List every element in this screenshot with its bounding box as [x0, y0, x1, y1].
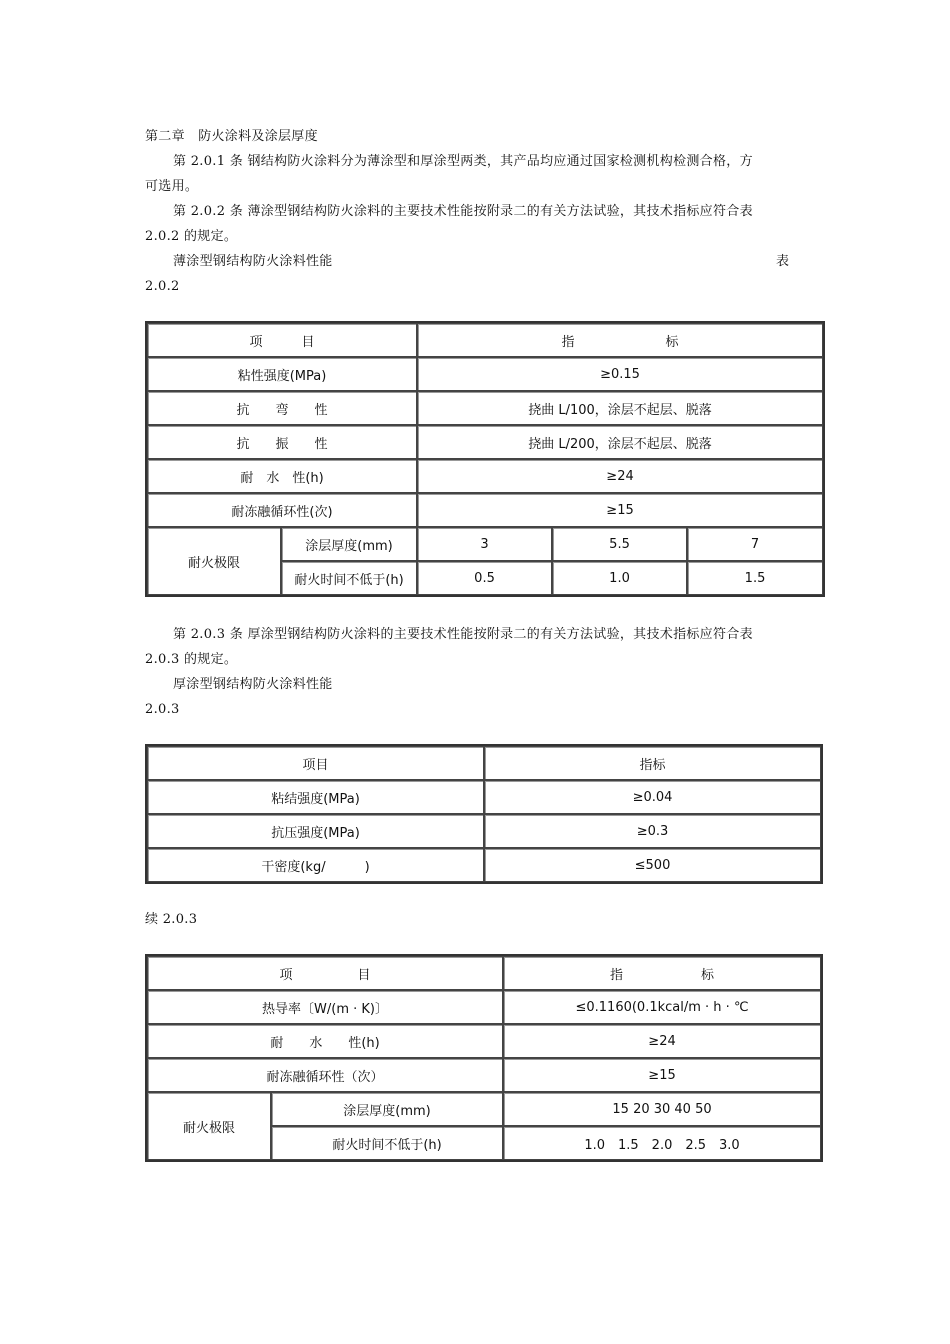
table-row [147, 848, 821, 882]
table-row [147, 493, 823, 527]
row-label: 耐冻融循环性(次) [147, 493, 417, 527]
row-label: 抗 弯 性 [147, 391, 417, 425]
row-value: 5.5 [552, 527, 687, 561]
row-label: 耐火时间不低于(h) [271, 1126, 503, 1160]
table2-caption: 厚涂型钢结构防火涂料性能 [173, 677, 333, 692]
article-203-line2: 2.0.3 的规定。 [145, 652, 238, 667]
row-value: ≥24 [417, 459, 823, 493]
header-spec: 指标 [484, 746, 821, 780]
row-value: 7 [687, 527, 823, 561]
row-value: ≥0.04 [484, 780, 821, 814]
table-row [147, 780, 821, 814]
chapter-title: 第二章 防火涂料及涂层厚度 [145, 129, 318, 144]
row-value: 0.5 [417, 561, 552, 595]
row-value: 1.0 1.5 2.0 2.5 3.0 [503, 1126, 821, 1160]
row-value: 1.0 [552, 561, 687, 595]
table2-number: 2.0.3 [145, 702, 180, 717]
table-row [147, 357, 823, 391]
header-spec: 指 标 [503, 956, 821, 990]
row-label: 耐冻融循环性（次） [147, 1058, 503, 1092]
row-label: 耐 水 性(h) [147, 459, 417, 493]
row-label: 耐 水 性(h) [147, 1024, 503, 1058]
row-label: 耐火时间不低于(h) [281, 561, 417, 595]
fire-limit-group: 耐火极限 [147, 1092, 271, 1160]
table-2-0-2 [145, 321, 825, 597]
header-item: 项 目 [147, 956, 503, 990]
row-label: 抗压强度(MPa) [147, 814, 484, 848]
row-value: 挠曲 L/200，涂层不起层、脱落 [417, 425, 823, 459]
table-row [147, 1024, 821, 1058]
table-row [147, 990, 821, 1024]
table-2-0-3 [145, 744, 823, 884]
article-202-line2: 2.0.2 的规定。 [145, 229, 238, 244]
row-value: ≥24 [503, 1024, 821, 1058]
row-value: 1.5 [687, 561, 823, 595]
article-202-line1: 第 2.0.2 条 薄涂型钢结构防火涂料的主要技术性能按附录二的有关方法试验，其技术指标应符合表 [173, 204, 753, 219]
article-203-line1: 第 2.0.3 条 厚涂型钢结构防火涂料的主要技术性能按附录二的有关方法试验，其技术指标应符合表 [173, 627, 753, 642]
row-value: 15 20 30 40 50 [503, 1092, 821, 1126]
table-row [147, 814, 821, 848]
row-value: ≥15 [503, 1058, 821, 1092]
row-value: ≤500 [484, 848, 821, 882]
table1-number: 2.0.2 [145, 279, 180, 294]
row-label: 涂层厚度(mm) [271, 1092, 503, 1126]
row-value: ≥0.3 [484, 814, 821, 848]
table-header-row [147, 323, 823, 357]
row-value: ≤0.1160(0.1kcal/m · h · ℃ [503, 990, 821, 1024]
table-row [147, 1092, 821, 1126]
header-item: 项目 [147, 746, 484, 780]
article-201-line2: 可选用。 [145, 179, 199, 194]
header-item: 项 目 [147, 323, 417, 357]
table-row [147, 459, 823, 493]
row-label: 粘结强度(MPa) [147, 780, 484, 814]
row-label: 干密度(kg/ ) [147, 848, 484, 882]
row-label: 抗 振 性 [147, 425, 417, 459]
table-row [147, 1058, 821, 1092]
table-header-row [147, 746, 821, 780]
row-label: 热导率〔W/(m · K)〕 [147, 990, 503, 1024]
table1-caption-tag: 表 [776, 254, 790, 269]
table3-caption: 续 2.0.3 [145, 912, 198, 927]
table-row [147, 391, 823, 425]
row-value: 3 [417, 527, 552, 561]
row-value: ≥15 [417, 493, 823, 527]
article-201-line1: 第 2.0.1 条 钢结构防火涂料分为薄涂型和厚涂型两类，其产品均应通过国家检测机构检测合格，方 [173, 154, 753, 169]
row-label: 粘性强度(MPa) [147, 357, 417, 391]
table1-caption: 薄涂型钢结构防火涂料性能 [173, 254, 333, 269]
header-spec: 指 标 [417, 323, 823, 357]
fire-limit-group: 耐火极限 [147, 527, 281, 595]
row-value: 挠曲 L/100，涂层不起层、脱落 [417, 391, 823, 425]
row-label: 涂层厚度(mm) [281, 527, 417, 561]
table-header-row [147, 956, 821, 990]
row-value: ≥0.15 [417, 357, 823, 391]
table-row [147, 425, 823, 459]
table-row [147, 527, 823, 561]
table-2-0-3-continued [145, 954, 823, 1162]
